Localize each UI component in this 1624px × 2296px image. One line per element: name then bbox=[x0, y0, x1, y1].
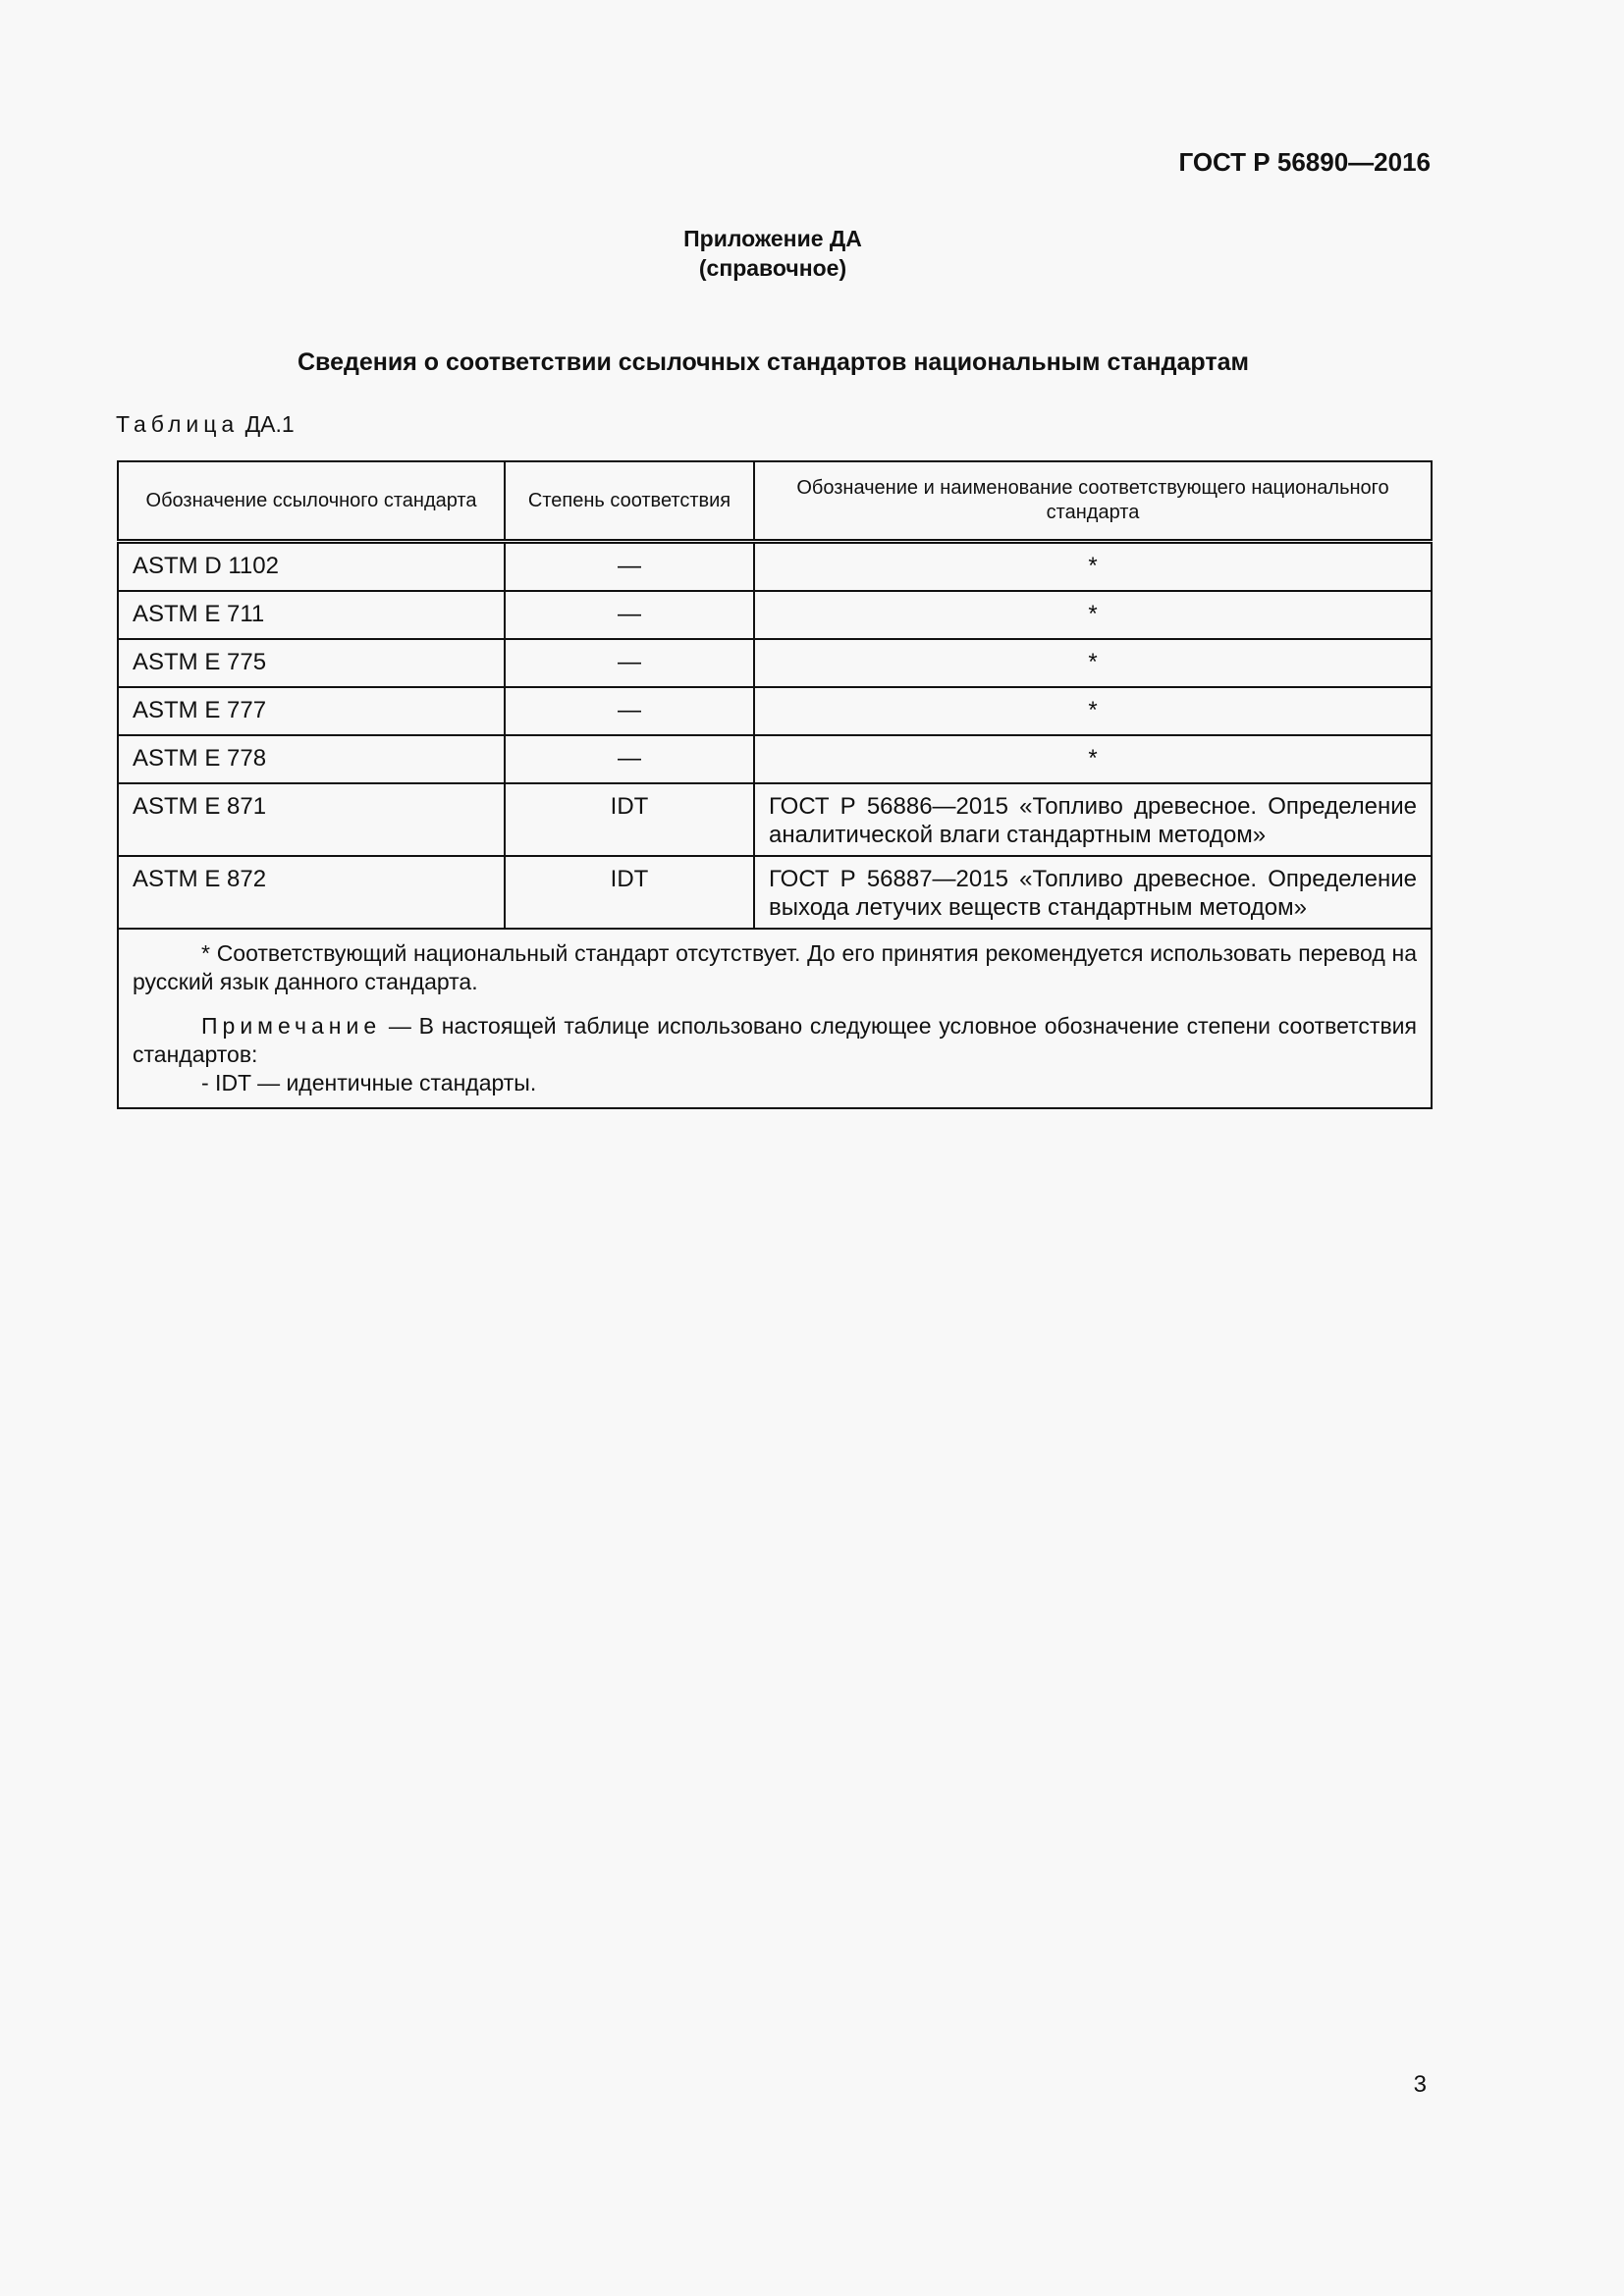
table-row bbox=[118, 591, 1432, 639]
degree-cell: — bbox=[505, 591, 754, 639]
note-paragraph bbox=[133, 1012, 1417, 1069]
reference-cell: ASTM E 871 bbox=[118, 783, 505, 856]
appendix-title: Приложение ДА bbox=[683, 226, 862, 251]
section-title: Сведения о соответствии ссылочных стандартов национальным стандартам bbox=[298, 348, 1249, 376]
degree-cell: — bbox=[505, 639, 754, 687]
degree-cell: — bbox=[505, 687, 754, 735]
table-caption-number: ДА.1 bbox=[244, 411, 295, 437]
national-cell: * bbox=[754, 591, 1432, 639]
table-footnote-row bbox=[118, 929, 1432, 1108]
table-header-row bbox=[118, 461, 1432, 542]
degree-cell: IDT bbox=[505, 783, 754, 856]
national-cell: * bbox=[754, 735, 1432, 783]
degree-cell: — bbox=[505, 542, 754, 592]
reference-cell: ASTM E 775 bbox=[118, 639, 505, 687]
reference-cell: ASTM E 778 bbox=[118, 735, 505, 783]
table-caption-word: Таблица bbox=[116, 411, 240, 437]
note-list-item: - IDT — идентичные стандарты. bbox=[201, 1070, 537, 1095]
national-cell: * bbox=[754, 687, 1432, 735]
table-row bbox=[118, 856, 1432, 929]
national-cell: * bbox=[754, 639, 1432, 687]
degree-cell: IDT bbox=[505, 856, 754, 929]
footnote-text: * Соответствующий национальный стандарт отсутствует. До его принятия рекомендуется использовать перевод на русский язык данного стандарта. bbox=[133, 940, 1417, 994]
note-text: — В настоящей таблице использовано следующее условное обозначение степени соответствия стандартов: bbox=[133, 1013, 1417, 1067]
table-row bbox=[118, 639, 1432, 687]
document-code: ГОСТ Р 56890—2016 bbox=[1178, 147, 1431, 177]
header-national-standard: Обозначение и наименование соответствующего национального стандарта bbox=[754, 461, 1432, 542]
table-row bbox=[118, 687, 1432, 735]
appendix-subtitle: (справочное) bbox=[698, 255, 847, 281]
table-row bbox=[118, 542, 1432, 592]
note-label: Примечание bbox=[201, 1013, 382, 1039]
national-cell: ГОСТ Р 56887—2015 «Топливо древесное. Определение выхода летучих веществ стандартным методом» bbox=[754, 856, 1432, 929]
table-caption bbox=[116, 411, 295, 438]
reference-cell: ASTM E 777 bbox=[118, 687, 505, 735]
page-number: 3 bbox=[1413, 2071, 1427, 2098]
standards-table bbox=[117, 460, 1433, 1109]
table-row bbox=[118, 735, 1432, 783]
appendix-heading bbox=[0, 224, 1545, 283]
reference-cell: ASTM E 711 bbox=[118, 591, 505, 639]
header-degree: Степень соответствия bbox=[505, 461, 754, 542]
degree-cell: — bbox=[505, 735, 754, 783]
national-cell: ГОСТ Р 56886—2015 «Топливо древесное. Определение аналитической влаги стандартным методом» bbox=[754, 783, 1432, 856]
table-row bbox=[118, 783, 1432, 856]
national-cell: * bbox=[754, 542, 1432, 592]
reference-cell: ASTM D 1102 bbox=[118, 542, 505, 592]
header-reference-standard: Обозначение ссылочного стандарта bbox=[118, 461, 505, 542]
footnote-cell bbox=[118, 929, 1432, 1108]
reference-cell: ASTM E 872 bbox=[118, 856, 505, 929]
